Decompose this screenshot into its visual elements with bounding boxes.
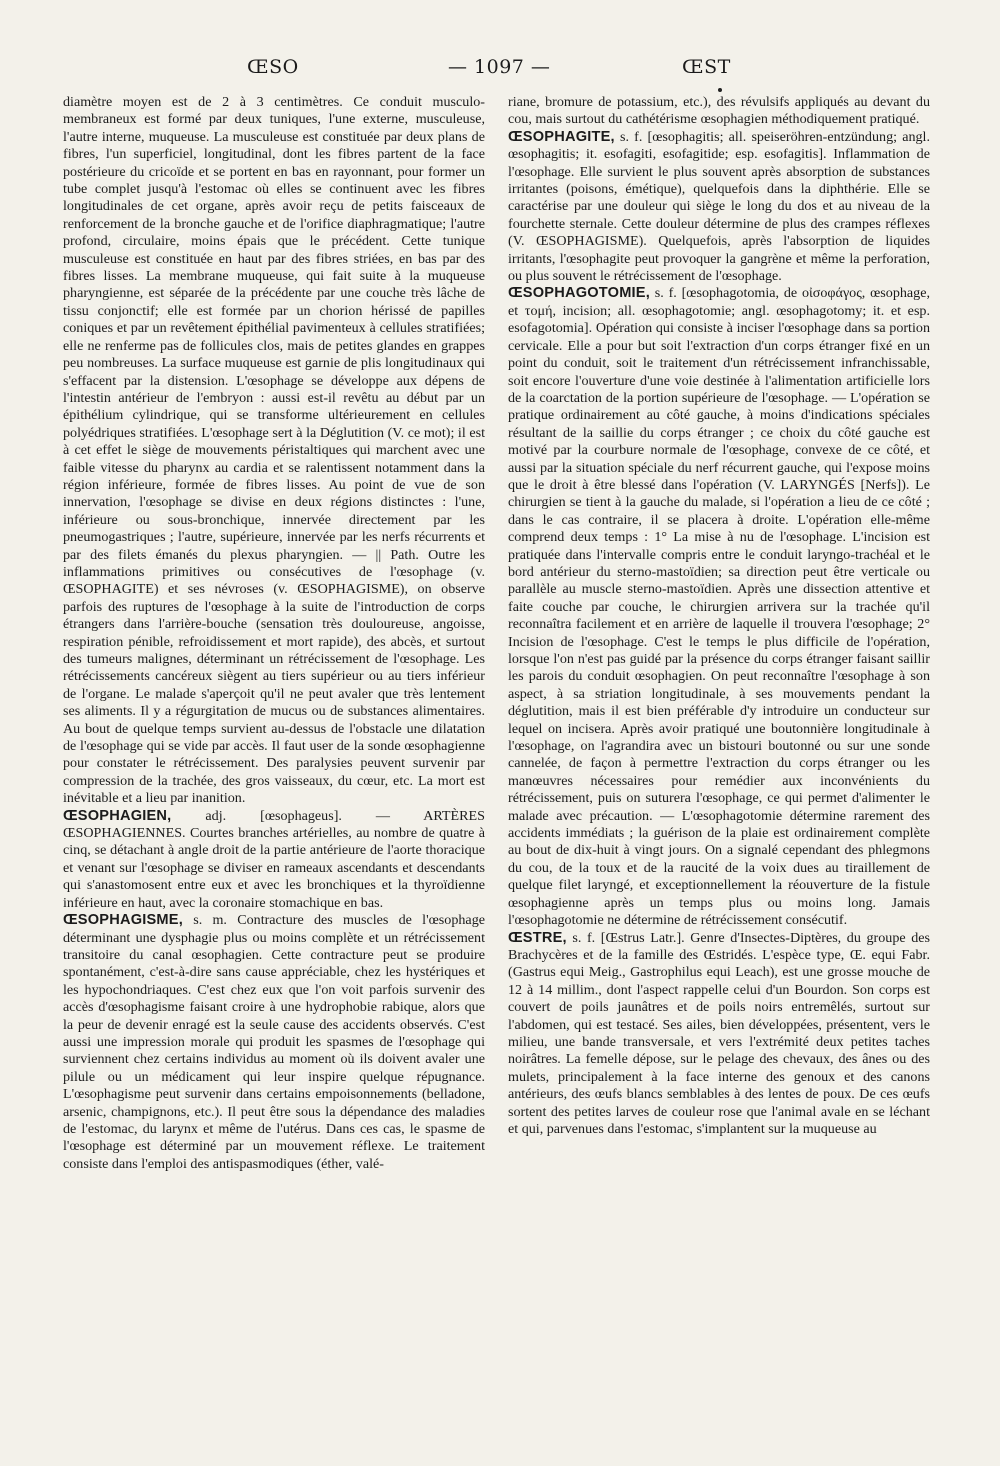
entry-oesophagisme-continued: riane, bromure de potassium, etc.), des révulsifs appliqués au devant du cou, mais surtout du cathétérisme œsophagien méthodiquement pratiqué.: [508, 94, 930, 128]
entry-body: s. m. Contracture des muscles de l'œsophage déterminant une dysphagie plus ou moins complète et un rétrécissement transitoire du canal œsophagien. Cette contracture peut se produire spontanément, c'est-à-dire sans cause appréciable, chez les hystériques et les hypochondriaques. C'est chez eux que l'on voit parfois survenir des accès d'œsophagisme faisant croire à une hydrophobie rabique, alors que la peur de devenir enragé est la seule cause des accidents observés. C'est aussi une impression morale qui produit les spasmes de l'œsophage qui surviennent chez certains individus au moment où ils doivent avaler une pilule ou un médicament qui leur inspire quelque répugnance. L'œsophagisme peut survenir dans certains empoisonnements (belladone, arsenic, champignons, etc.). Il peut être sous la dépendance des maladies de l'estomac, du larynx et même de l'utérus. Dans ces cas, le spasme de l'œsophage est déterminé par un mouvement réflexe. Le traitement consiste dans l'emploi des antispasmodiques (éther, valé-: [63, 912, 485, 1172]
print-speck: [718, 88, 722, 92]
entry-oesophagite: [508, 129, 930, 286]
entry-oesophagisme: [63, 912, 485, 1173]
entry-oesophagotomie: [508, 285, 930, 929]
headword: ŒSTRE,: [508, 929, 567, 946]
entry-body: adj. [œsophageus]. — ARTÈRES ŒSOPHAGIENNES. Courtes branches artérielles, au nombre de quatre à cinq, se détachant à angle droit de la partie antérieure de l'aorte thoracique et venant sur l'œsophage se diviser en rameaux ascendants et descendants qui s'anastomosent entre eux et avec les bronchiques et la thyroïdienne inférieure en haut, avec la coronaire stomachique en bas.: [63, 807, 485, 911]
right-column: [508, 94, 930, 1138]
headword: ŒSOPHAGIEN,: [63, 807, 172, 824]
headword: ŒSOPHAGITE,: [508, 128, 615, 145]
entry-body: s. f. [œsophagotomia, de οἰσοφάγος, œsophage, et τομή, incision; all. œsophagotomie; angl. œsophagotomy; it. et esp. esofagotomia]. Opération qui consiste à inciser l'œsophage dans sa portion cervicale. Elle a pour but soit l'extraction d'un corps étranger fixé en un point du conduit, soit le traitement d'un rétrécissement infranchissable, soit encore l'ouverture d'une voie destinée à l'alimentation artificielle lors de la coarctation de la portion supérieure de l'œsophage. — L'opération se pratique ordinairement au côté gauche, à moins d'indications spéciales résultant de la saillie du corps étranger ; ce choix du côté gauche est motivé par la courbure normale de l'œsophage, convexe de ce côté, et aussi par la situation spéciale du nerf récurrent gauche, qui l'expose moins que le droit à être blessé dans l'opération (V. LARYNGÉS [Nerfs]). Le chirurgien se tient à la gauche du malade, si l'opération a lieu de ce côté ; dans le cas contraire, il se placera à droite. L'opération elle-même comprend deux temps : 1° La mise à nu de l'œsophage. L'incision est pratiquée dans l'intervalle compris entre le conduit laryngo-trachéal et le bord antérieur du sterno-mastoïdien; sa direction peut être verticale ou parallèle au muscle sterno-mastoïdien. Après une dissection attentive et faite couche par couche, le chirurgien arrivera sur la trachée qu'il reconnaîtra facilement et en arrière de laquelle il trouvera l'œsophage; 2° Incision de l'œsophage. C'est le temps le plus difficile de l'opération, lorsque l'on n'est pas guidé par la présence du corps étranger faisant saillir les parois du conduit œsophagien. On peut reconnaître l'œsophage à son aspect, à sa striation longitudinale, à ses mouvements pendant la déglutition, mais il est bien préférable d'y introduire un conducteur sur lequel on incisera. Après avoir pratiqué une boutonnière longitudinale à l'œsophage, on l'agrandira avec un bistouri boutonné ou sur une sonde cannelée, de façon à permettre l'extraction du corps étranger ou les manœuvres nécessaires pour remédier aux inconvénients du rétrécissement, puis on suturera l'œsophage, ce qui permet d'alimenter le malade avec précaution. — L'œsophagotomie détermine rarement des accidents immédiats ; la guérison de la plaie est ordinairement complète au bout de dix-huit à vingt jours. On a signalé cependant des phlegmons du cou, de la toux et de la raucité de la voix dues au tiraillement de quelque filet laryngé, et exceptionnellement la réouverture de la fistule œsophagienne après un temps plus ou moins long. Jamais l'œsophagotomie ne détermine de rétrécissement consécutif.: [508, 285, 930, 929]
header-left-guideword: ŒSO: [247, 56, 299, 78]
headword: ŒSOPHAGISME,: [63, 912, 183, 929]
entry-oestre: [508, 930, 930, 1139]
running-header: [0, 56, 1000, 90]
page-number: — 1097 —: [448, 56, 551, 78]
entry-oesophage-continued: diamètre moyen est de 2 à 3 centimètres. Ce conduit musculo-membraneux est formé par deux tuniques, l'une externe, musculeuse, l'autre interne, muqueuse. La musculeuse est constituée par deux plans de fibres, l'un superficiel, longitudinal, dont les fibres partent de la face postérieure du cricoïde et se portent en bas en rayonnant, pour former un tube complet jusqu'à l'estomac où elles se continuent avec les fibres longitudinales de cet organe, après avoir reçu de petits faisceaux de renforcement de la bronche gauche et de l'orifice diaphragmatique; l'autre profond, circulaire, moins épais que le précédent. Cette tunique musculeuse est constituée en haut par des fibres striées, en bas par des fibres lisses. La membrane muqueuse, qui fait suite à la muqueuse pharyngienne, est séparée de la précédente par une couche très lâche de tissu conjonctif; elle est formée par un chorion hérissé de papilles coniques et par un revêtement épithélial pavimenteux à cellules stratifiées; elle ne renferme pas de follicules clos, mais de petites glandes en grappes peu nombreuses. La surface muqueuse est garnie de plis longitudinaux qui s'effacent par la distension. L'œsophage se développe aux dépens de l'intestin antérieur de l'embryon : aussi est-il revêtu au début par un épithélium cylindrique, qui se transforme ultérieurement en cellules polyédriques stratifiées. L'œsophage sert à la Déglutition (V. ce mot); il est à cet effet le siège de mouvements péristaltiques qui marchent avec une faible vitesse du pharynx au cardia et se ralentissent notamment dans la région inférieure, formée de fibres lisses. Au point de vue de son innervation, l'œsophage se divise en deux régions distinctes : l'une, inférieure ou sous-bronchique, innervée directement par les pneumogastriques ; l'autre, supérieure, innervée par les nerfs récurrents et par des filets émanés du plexus pharyngien. — || Path. Outre les inflammations primitives ou consécutives de l'œsophage (v. ŒSOPHAGITE) et ses névroses (v. ŒSOPHAGISME), on observe parfois des ruptures de l'œsophage à la suite de l'introduction de corps étrangers dans l'arrière-bouche (sensation très douloureuse, angoisse, respiration pénible, refroidissement et mort rapide), des abcès, et surtout des tumeurs malignes, déterminant un rétrécissement de l'œsophage. Les rétrécissements cancéreux siègent au tiers supérieur ou au tiers inférieur de l'organe. Le malade s'aperçoit qu'il ne peut avaler que très lentement ses aliments. Il y a régurgitation de mucus ou de substances alimentaires. Au bout de quelque temps survient au-dessus de l'obstacle une dilatation de l'œsophage qui se vide par accès. Il faut user de la sonde œsophagienne pour constater le rétrécissement. Des paralysies peuvent survenir par compression de la trachée, des gros vaisseaux, du cœur, etc. La mort est inévitable et a lieu par inanition.: [63, 94, 485, 807]
header-right-guideword: ŒST: [682, 56, 731, 78]
entry-body: s. f. [œsophagitis; all. speiseröhren-entzündung; angl. œsophagitis; it. esofagiti, esofagitide; esp. esofagitis]. Inflammation de l'œsophage. Elle survient le plus souvent après absorption de substances irritantes (poisons, émétique), quelquefois dans la diphthérie. Elle se caractérise par une douleur qui siège le long du dos et au niveau de la fourchette sternale. Cette douleur détermine de plus des crampes réflexes (V. ŒSOPHAGISME). Quelquefois, après l'absorption de liquides irritants, l'œsophagite peut provoquer la gangrène et même la perforation, ou plus souvent le rétrécissement de l'œsophage.: [508, 128, 930, 285]
entry-body: s. f. [Œstrus Latr.]. Genre d'Insectes-Diptères, du groupe des Brachycères et de la famille des Œstridés. L'espèce type, Œ. equi Fabr. (Gastrus equi Meig., Gastrophilus equi Leach), est une grosse mouche de 12 à 14 millim., dont l'aspect rappelle celui d'un Bourdon. Son corps est couvert de poils jaunâtres et de poils noirs entremêlés, surtout sur l'abdomen, qui est testacé. Ses ailes, bien développées, présentent, vers le milieu, une bande transversale, et vers l'extrémité deux petites taches noirâtres. La femelle dépose, sur le pelage des chevaux, des ânes ou des mulets, principalement à la face interne des genoux et des canons antérieurs, des œufs blancs semblables à des lentes de poux. De ces œufs sortent des petites larves de couleur rose que l'animal avale en se léchant et qui, parvenues dans l'estomac, s'implantent sur la muqueuse au: [508, 929, 930, 1137]
left-column: [63, 94, 485, 1173]
headword: ŒSOPHAGOTOMIE,: [508, 285, 650, 302]
entry-oesophagien: [63, 808, 485, 912]
